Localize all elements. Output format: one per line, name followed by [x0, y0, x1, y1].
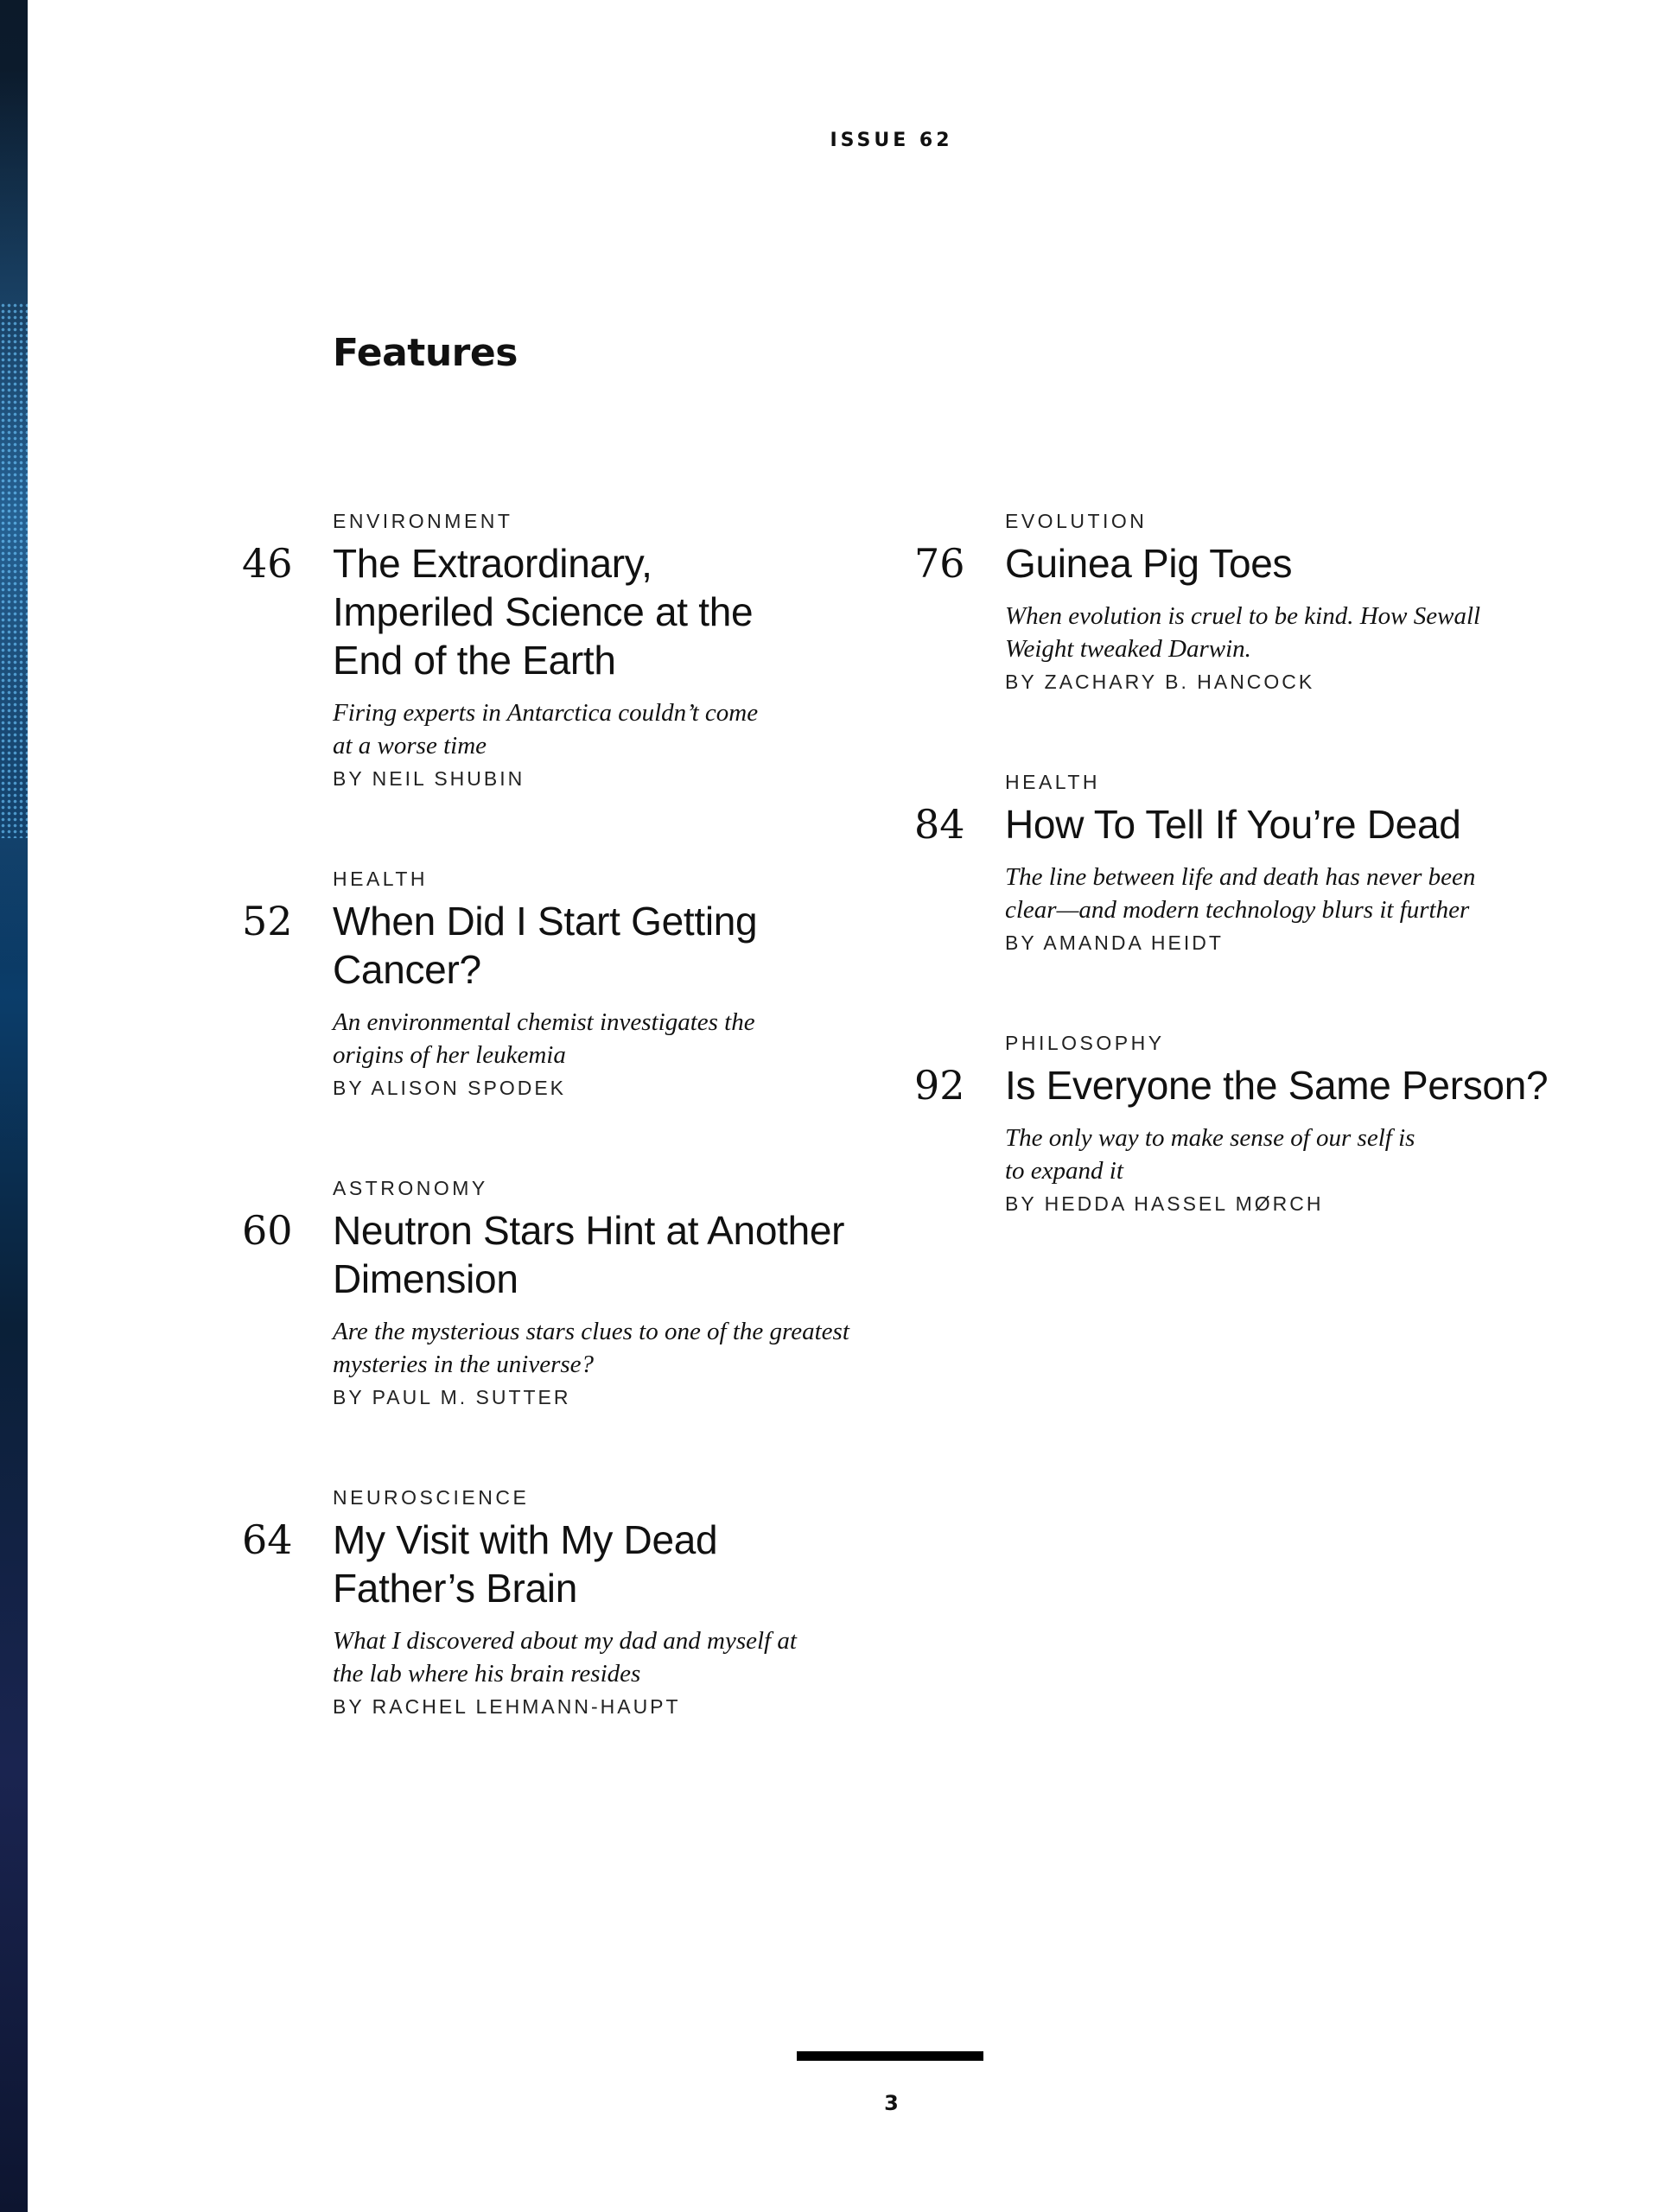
entry-title[interactable]: Is Everyone the Same Person? [1005, 1063, 1549, 1108]
entry-dek: When evolution is cruel to be kind. How Sewall Weight tweaked Darwin. [1005, 602, 1481, 663]
toc-entry[interactable] [242, 866, 886, 1101]
entry-category: ENVIRONMENT [333, 510, 513, 532]
toc-entry[interactable] [242, 508, 886, 791]
entry-title[interactable]: Neutron Stars Hint at Another Dimension [333, 1208, 845, 1301]
entry-byline: BY HEDDA HASSEL MØRCH [1005, 1192, 1324, 1215]
entry-dek: The only way to make sense of our self is to expand it [1005, 1124, 1415, 1185]
entry-byline: BY PAUL M. SUTTER [333, 1386, 571, 1408]
page-number: 3 [884, 2091, 899, 2115]
issue-label: ISSUE 62 [830, 130, 953, 151]
section-title: Features [333, 331, 518, 375]
cover-spine-decoration [0, 0, 28, 2212]
entry-byline: BY NEIL SHUBIN [333, 767, 525, 790]
entry-page-number: 52 [242, 898, 293, 944]
entry-category: HEALTH [333, 868, 429, 890]
toc-entry[interactable] [914, 769, 1575, 956]
entry-title[interactable]: The Extraordinary, Imperiled Science at the End of the Earth [333, 541, 754, 683]
entry-byline: BY ALISON SPODEK [333, 1077, 567, 1099]
entry-page-number: 46 [242, 540, 293, 587]
entry-category: EVOLUTION [1005, 510, 1148, 532]
entry-page-number: 84 [914, 801, 965, 848]
entry-dek: Firing experts in Antarctica couldn’t come at a worse time [333, 699, 759, 760]
entry-title[interactable]: How To Tell If You’re Dead [1005, 802, 1461, 847]
entry-page-number: 60 [242, 1207, 293, 1254]
entry-dek: What I discovered about my dad and myself at the lab where his brain resides [333, 1627, 797, 1688]
toc-entry[interactable] [914, 1030, 1593, 1217]
entry-dek: The line between life and death has never been clear—and modern technology blurs it further [1005, 863, 1476, 924]
toc-entry[interactable] [914, 508, 1575, 695]
entry-byline: BY RACHEL LEHMANN-HAUPT [333, 1695, 681, 1718]
entry-category: HEALTH [1005, 771, 1101, 793]
entry-dek: Are the mysterious stars clues to one of the greatest mysteries in the universe? [333, 1318, 849, 1378]
toc-left-column [242, 508, 881, 1719]
toc-entry[interactable] [242, 1484, 886, 1719]
entry-category: ASTRONOMY [333, 1177, 488, 1199]
entry-byline: BY ZACHARY B. HANCOCK [1005, 671, 1315, 693]
spine-dot-pattern [0, 302, 28, 838]
entry-title[interactable]: Guinea Pig Toes [1005, 541, 1293, 586]
entry-category: NEUROSCIENCE [333, 1486, 530, 1509]
entry-dek: An environmental chemist investigates the origins of her leukemia [333, 1008, 755, 1069]
entry-page-number: 92 [914, 1062, 965, 1109]
footer-rule [797, 2051, 983, 2061]
entry-page-number: 76 [914, 540, 965, 587]
toc-right-column [914, 508, 1554, 1217]
entry-title[interactable]: When Did I Start Getting Cancer? [333, 899, 758, 992]
entry-byline: BY AMANDA HEIDT [1005, 931, 1224, 954]
toc-entry[interactable] [242, 1175, 886, 1410]
entry-category: PHILOSOPHY [1005, 1032, 1165, 1054]
entry-page-number: 64 [242, 1516, 293, 1563]
entry-title[interactable]: My Visit with My Dead Father’s Brain [333, 1517, 718, 1611]
